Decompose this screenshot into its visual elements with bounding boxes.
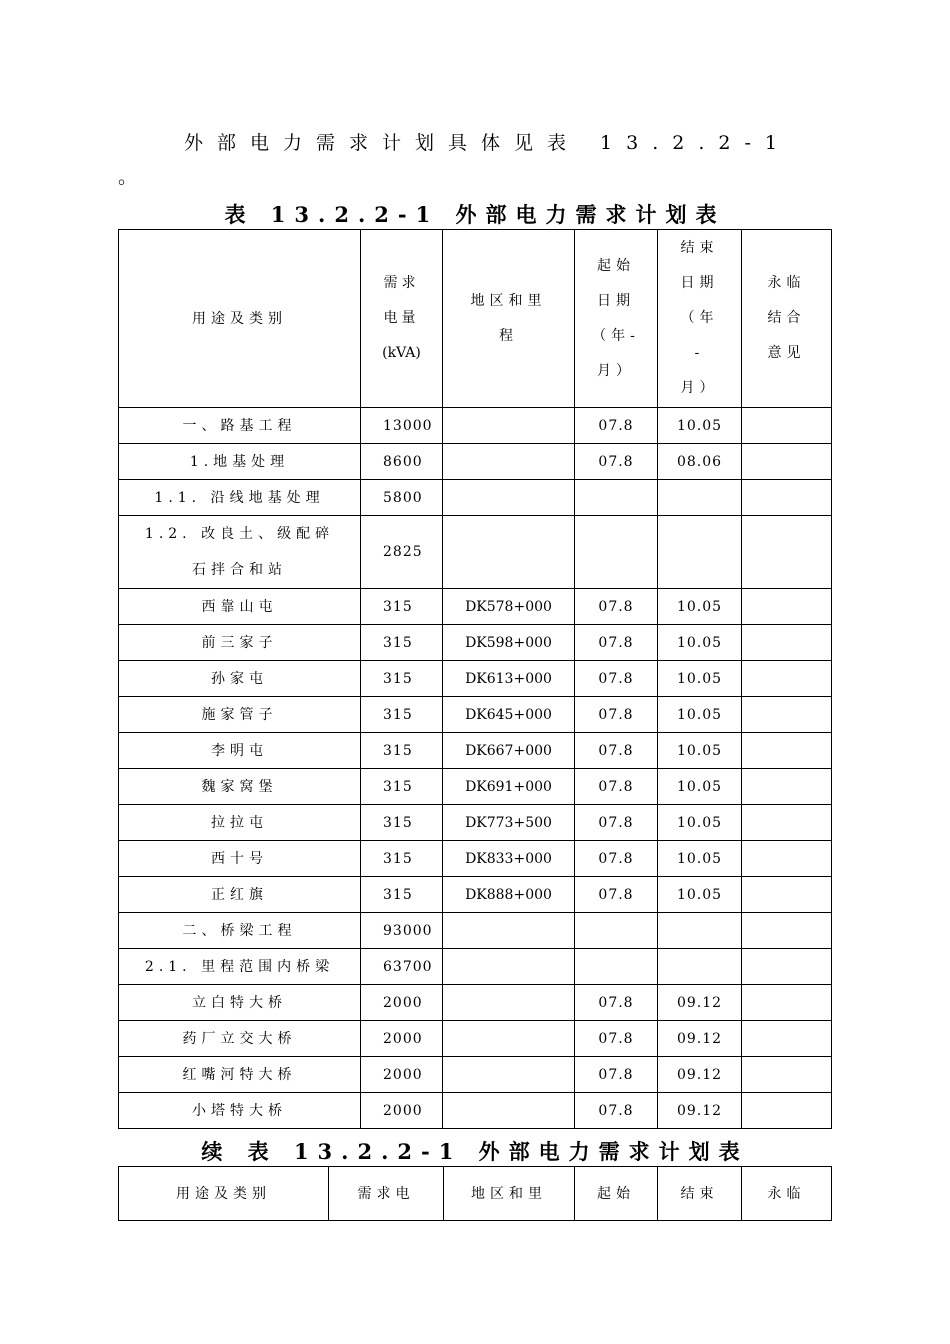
table-row	[119, 841, 832, 877]
cell-usage: 1.1. 沿线地基处理	[119, 480, 361, 516]
header-start-date: 起始	[575, 1167, 658, 1221]
cell-start-date	[575, 516, 658, 589]
cell-usage: 李明屯	[119, 733, 361, 769]
cell-start-date: 07.8	[575, 661, 658, 697]
cell-end-date: 08.06	[658, 444, 742, 480]
cell-power: 315	[361, 625, 443, 661]
cell-usage: 药厂立交大桥	[119, 1021, 361, 1057]
cell-start-date: 07.8	[575, 1021, 658, 1057]
cell-power: 8600	[361, 444, 443, 480]
cell-usage: 孙家屯	[119, 661, 361, 697]
cell-end-date	[658, 949, 742, 985]
cell-opinion	[742, 480, 832, 516]
table-row	[119, 408, 832, 444]
cell-area: DK773+500	[443, 805, 575, 841]
cell-power: 315	[361, 877, 443, 913]
table-row	[119, 805, 832, 841]
cell-power: 315	[361, 661, 443, 697]
cell-power: 315	[361, 769, 443, 805]
table-header-row	[119, 230, 832, 408]
header-opinion: 永临	[742, 1167, 832, 1221]
cell-area	[443, 985, 575, 1021]
cell-power: 63700	[361, 949, 443, 985]
header-opinion: 永临 结合 意见	[742, 230, 832, 408]
cell-start-date: 07.8	[575, 589, 658, 625]
cell-opinion	[742, 1057, 832, 1093]
header-power: 需求电	[329, 1167, 444, 1221]
header-usage: 用途及类别	[119, 230, 361, 408]
cell-usage: 西十号	[119, 841, 361, 877]
cell-start-date: 07.8	[575, 985, 658, 1021]
cell-usage: 西靠山屯	[119, 589, 361, 625]
cell-power: 315	[361, 697, 443, 733]
header-usage: 用途及类别	[119, 1167, 329, 1221]
cell-end-date: 10.05	[658, 661, 742, 697]
cell-area	[443, 1093, 575, 1129]
cell-start-date: 07.8	[575, 769, 658, 805]
cell-end-date: 09.12	[658, 1021, 742, 1057]
continued-table-title: 续 表 13.2.2-1 外部电力需求计划表	[201, 1139, 749, 1164]
cell-opinion	[742, 877, 832, 913]
continued-header-row	[119, 1167, 832, 1221]
cell-end-date: 10.05	[658, 733, 742, 769]
cell-end-date	[658, 480, 742, 516]
cell-end-date: 09.12	[658, 985, 742, 1021]
cell-usage: 1.地基处理	[119, 444, 361, 480]
cell-power: 5800	[361, 480, 443, 516]
cell-opinion	[742, 408, 832, 444]
cell-end-date: 10.05	[658, 877, 742, 913]
cell-opinion	[742, 769, 832, 805]
cell-opinion	[742, 841, 832, 877]
table-row	[119, 733, 832, 769]
table-row	[119, 480, 832, 516]
table-row	[119, 625, 832, 661]
cell-end-date: 10.05	[658, 841, 742, 877]
cell-start-date	[575, 913, 658, 949]
cell-end-date	[658, 913, 742, 949]
cell-opinion	[742, 625, 832, 661]
cell-opinion	[742, 1093, 832, 1129]
cell-end-date: 10.05	[658, 625, 742, 661]
cell-start-date: 07.8	[575, 841, 658, 877]
table-row	[119, 661, 832, 697]
cell-area	[443, 480, 575, 516]
intro-paragraph	[118, 126, 838, 194]
header-start-date: 起始 日期 （年- 月）	[575, 230, 658, 408]
cell-area: DK667+000	[443, 733, 575, 769]
cell-end-date: 10.05	[658, 589, 742, 625]
cell-usage: 一、路基工程	[119, 408, 361, 444]
cell-opinion	[742, 661, 832, 697]
cell-usage: 拉拉屯	[119, 805, 361, 841]
cell-opinion	[742, 444, 832, 480]
table-row	[119, 985, 832, 1021]
cell-end-date: 09.12	[658, 1057, 742, 1093]
continued-table	[118, 1166, 832, 1221]
header-area: 地区和里 程	[443, 230, 575, 408]
cell-power: 2000	[361, 1021, 443, 1057]
cell-start-date: 07.8	[575, 625, 658, 661]
cell-usage: 二、桥梁工程	[119, 913, 361, 949]
cell-opinion	[742, 589, 832, 625]
cell-end-date	[658, 516, 742, 589]
table-row	[119, 1057, 832, 1093]
table-row	[119, 1093, 832, 1129]
cell-power: 315	[361, 841, 443, 877]
cell-start-date: 07.8	[575, 733, 658, 769]
cell-power: 2825	[361, 516, 443, 589]
cell-area	[443, 516, 575, 589]
cell-end-date: 10.05	[658, 697, 742, 733]
cell-usage: 小塔特大桥	[119, 1093, 361, 1129]
cell-power: 13000	[361, 408, 443, 444]
cell-area: DK833+000	[443, 841, 575, 877]
cell-area	[443, 1057, 575, 1093]
cell-area: DK613+000	[443, 661, 575, 697]
table-row	[119, 516, 832, 589]
cell-start-date: 07.8	[575, 1057, 658, 1093]
header-end-date: 结束 日期 （年 - 月）	[658, 230, 742, 408]
cell-power: 93000	[361, 913, 443, 949]
table-row	[119, 949, 832, 985]
table-row	[119, 697, 832, 733]
cell-end-date: 10.05	[658, 408, 742, 444]
cell-opinion	[742, 733, 832, 769]
table-row	[119, 444, 832, 480]
cell-opinion	[742, 516, 832, 589]
table-row	[119, 589, 832, 625]
cell-usage: 魏家窝堡	[119, 769, 361, 805]
cell-start-date: 07.8	[575, 877, 658, 913]
cell-area: DK691+000	[443, 769, 575, 805]
cell-usage: 2.1. 里程范围内桥梁	[119, 949, 361, 985]
cell-power: 315	[361, 589, 443, 625]
cell-end-date: 10.05	[658, 769, 742, 805]
cell-start-date	[575, 949, 658, 985]
cell-area	[443, 444, 575, 480]
cell-power: 315	[361, 733, 443, 769]
cell-area: DK645+000	[443, 697, 575, 733]
cell-end-date: 09.12	[658, 1093, 742, 1129]
cell-usage: 1.2. 改良土、级配碎 石拌合和站	[119, 516, 361, 589]
cell-opinion	[742, 805, 832, 841]
header-end-date: 结束	[658, 1167, 742, 1221]
cell-power: 315	[361, 805, 443, 841]
cell-usage: 正红旗	[119, 877, 361, 913]
cell-power: 2000	[361, 1057, 443, 1093]
power-demand-table	[118, 229, 832, 1129]
table-row	[119, 913, 832, 949]
cell-usage: 立白特大桥	[119, 985, 361, 1021]
table-row	[119, 1021, 832, 1057]
cell-opinion	[742, 949, 832, 985]
cell-area: DK598+000	[443, 625, 575, 661]
cell-start-date: 07.8	[575, 444, 658, 480]
cell-opinion	[742, 697, 832, 733]
cell-power: 2000	[361, 1093, 443, 1129]
cell-start-date: 07.8	[575, 1093, 658, 1129]
header-area: 地区和里	[444, 1167, 575, 1221]
table-title: 表 13.2.2-1 外部电力需求计划表	[224, 202, 726, 227]
cell-area: DK888+000	[443, 877, 575, 913]
cell-opinion	[742, 985, 832, 1021]
cell-opinion	[742, 1021, 832, 1057]
header-power: 需求 电量 (kVA)	[361, 230, 443, 408]
table-row	[119, 769, 832, 805]
cell-area	[443, 408, 575, 444]
table-row	[119, 877, 832, 913]
cell-power: 2000	[361, 985, 443, 1021]
cell-start-date: 07.8	[575, 805, 658, 841]
cell-usage: 前三家子	[119, 625, 361, 661]
cell-opinion	[742, 913, 832, 949]
cell-start-date: 07.8	[575, 408, 658, 444]
cell-start-date	[575, 480, 658, 516]
cell-end-date: 10.05	[658, 805, 742, 841]
intro-text: 外部电力需求计划具体见表 13.2.2-1 。	[118, 132, 791, 188]
cell-area	[443, 913, 575, 949]
cell-usage: 施家管子	[119, 697, 361, 733]
cell-area	[443, 949, 575, 985]
cell-usage: 红嘴河特大桥	[119, 1057, 361, 1093]
cell-area: DK578+000	[443, 589, 575, 625]
cell-area	[443, 1021, 575, 1057]
cell-start-date: 07.8	[575, 697, 658, 733]
